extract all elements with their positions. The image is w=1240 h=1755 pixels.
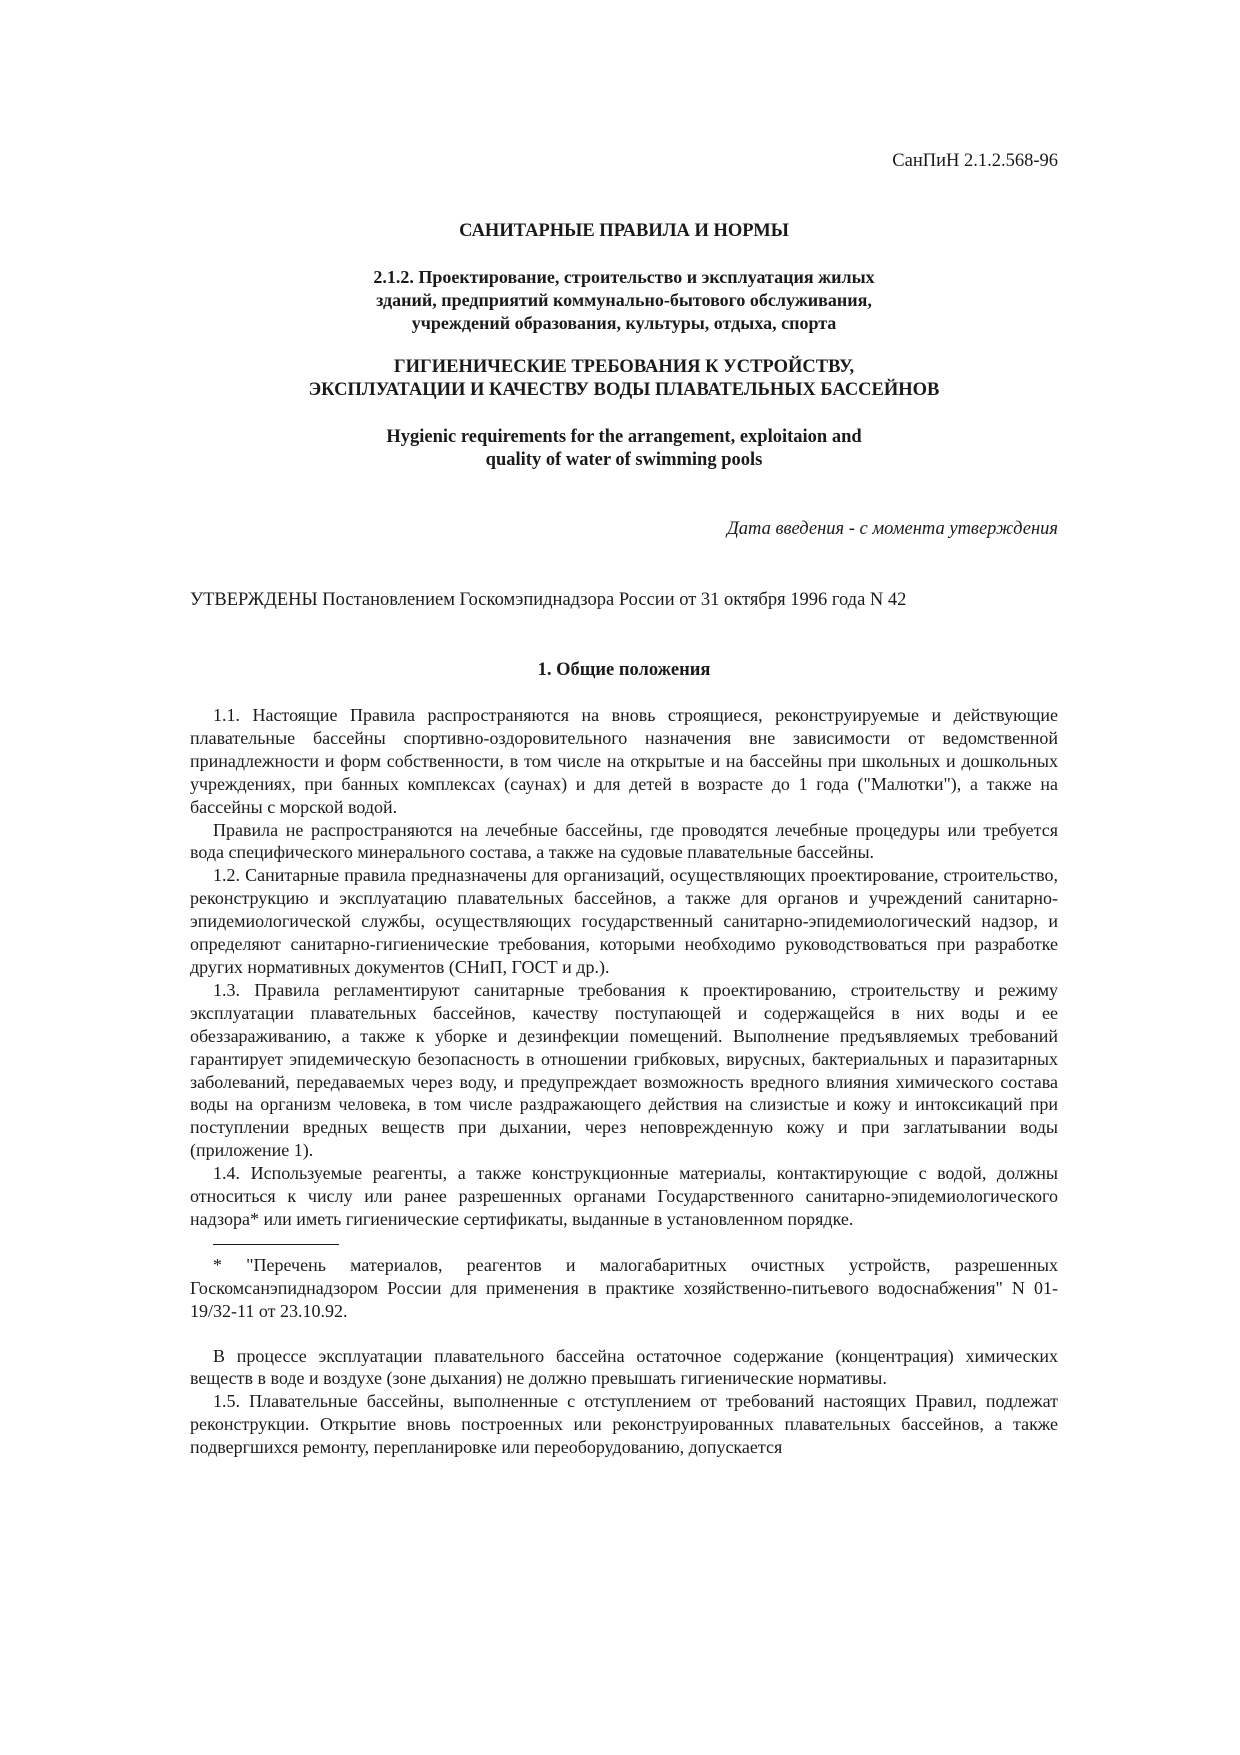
english-title-line: quality of water of swimming pools	[485, 450, 763, 470]
english-title-line: Hygienic requirements for the arrangement, exploitaion and	[386, 427, 862, 447]
english-title	[190, 426, 1058, 472]
hygienic-title-line: ГИГИЕНИЧЕСКИЕ ТРЕБОВАНИЯ К УСТРОЙСТВУ,	[393, 357, 855, 377]
document-code: СанПиН 2.1.2.568-96	[892, 151, 1058, 171]
paragraph-1-2: 1.2. Санитарные правила предназначены для организаций, осуществляющих проектирование, строительство, реконструкцию и эксплуатацию плавательных бассейнов, а также для органов и учреждений санитарно-эпидемиологической службы, осуществляющих государственный санитарно-эпидемиологический надзор, и определяют санитарно-гигиенические требования, которыми необходимо руководствоваться при разработке других нормативных документов (СНиП, ГОСТ и др.).	[190, 865, 1058, 977]
section-heading: 1. Общие положения	[537, 660, 711, 680]
introduction-date: Дата введения - с момента утверждения	[726, 519, 1058, 539]
section-body	[190, 704, 1058, 1459]
paragraph-1-1: 1.1. Настоящие Правила распространяются на вновь строящиеся, реконструируемые и действующие плавательные бассейны спортивно-оздоровительного назначения вне зависимости от ведомственной принадлежности и форм собственности, в том числе на открытые и на бассейны при школьных и дошкольных учреждениях, при банных комплексах (саунах) и для детей в возрасте до 1 года ("Малютки"), а также на бассейны с морской водой.	[190, 705, 1058, 817]
paragraph-1-4: 1.4. Используемые реагенты, а также конструкционные материалы, контактирующие с водой, должны относиться к числу или ранее разрешенных органами Государственного санитарно-эпидемиологического надзора* или иметь гигиенические сертификаты, выданные в установленном порядке.	[190, 1163, 1058, 1229]
paragraph-1-5: 1.5. Плавательные бассейны, выполненные с отступлением от требований настоящих Правил, подлежат реконструкции. Открытие вновь построенных или реконструированных плавательных бассейнов, а также подвергшихся ремонту, перепланировке или переоборудованию, допускается	[190, 1391, 1058, 1458]
document-title: САНИТАРНЫЕ ПРАВИЛА И НОРМЫ	[459, 221, 789, 241]
subtitle-line: зданий, предприятий коммунально-бытового обслуживания,	[376, 290, 872, 310]
hygienic-requirements-title	[190, 356, 1058, 402]
paragraph-exclusions: Правила не распространяются на лечебные бассейны, где проводятся лечебные процедуры или требуется вода специфического минерального состава, а также на судовые плавательные бассейны.	[190, 819, 1058, 863]
approval-statement: УТВЕРЖДЕНЫ Постановлением Госкомэпиднадзора России от 31 октября 1996 года N 42	[190, 590, 907, 610]
hygienic-title-line: ЭКСПЛУАТАЦИИ И КАЧЕСТВУ ВОДЫ ПЛАВАТЕЛЬНЫХ БАССЕЙНОВ	[308, 380, 940, 400]
footnote-divider	[213, 1244, 339, 1245]
footnote: * "Перечень материалов, реагентов и малогабаритных очистных устройств, разрешенных Госкомсанэпиднадзором России для применения в практике хозяйственно-питьевого водоснабжения" N 01-19/32-11 от 23.10.92.	[190, 1254, 1058, 1321]
spacer	[190, 1323, 1058, 1345]
paragraph-residual-content: В процессе эксплуатации плавательного бассейна остаточное содержание (концентрация) химических веществ в воде и воздухе (зоне дыхания) не должно превышать гигиенические нормативы.	[190, 1345, 1058, 1389]
subtitle-line: учреждений образования, культуры, отдыха, спорта	[411, 313, 837, 333]
subtitle-line: 2.1.2. Проектирование, строительство и эксплуатация жилых	[373, 267, 875, 287]
document-subtitle	[190, 266, 1058, 335]
paragraph-1-3: 1.3. Правила регламентируют санитарные требования к проектированию, строительству и режиму эксплуатации плавательных бассейнов, качеству поступающей и содержащейся в них воды и ее обеззараживанию, а также к уборке и дезинфекции помещений. Выполнение предъявляемых требований гарантирует эпидемическую безопасность в отношении грибковых, вирусных, бактериальных и паразитарных заболеваний, передаваемых через воду, и предупреждает возможность вредного влияния химического состава воды на организм человека, в том числе раздражающего действия на слизистые и кожу и интоксикаций при поступлении вредных веществ при дыхании, через неповрежденную кожу и при заглатывании воды (приложение 1).	[190, 979, 1058, 1161]
